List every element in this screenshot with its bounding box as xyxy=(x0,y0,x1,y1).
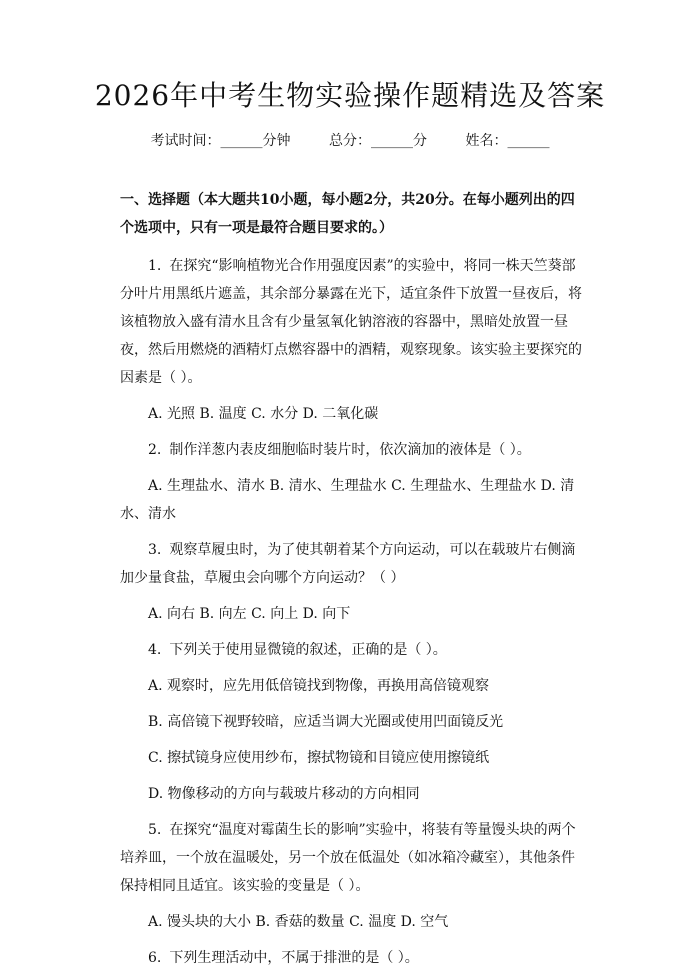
page-title: 2026年中考生物实验操作题精选及答案 xyxy=(94,79,606,112)
time-field: 考试时间：______分钟 xyxy=(150,133,291,149)
section-heading: 一、选择题（本大题共10小题，每小题2分，共20分。在每小题列出的四个选项中，只有一项是最符合题目要求的。） xyxy=(120,192,575,236)
question-4-option-b: B. 高倍镜下视野较暗，应适当调大光圈或使用凹面镜反光 xyxy=(148,714,504,730)
question-4-option-d: D. 物像移动的方向与载玻片移动的方向相同 xyxy=(148,786,420,802)
question-4 xyxy=(120,636,586,664)
score-field: 总分：______分 xyxy=(329,133,427,149)
question-number: 3. xyxy=(148,542,162,558)
question-number: 6. xyxy=(148,950,162,966)
question-5 xyxy=(120,816,586,900)
question-4-option-a: A. 观察时，应先用低倍镜找到物像，再换用高倍镜观察 xyxy=(148,678,490,694)
name-field: 姓名：______ xyxy=(465,133,550,149)
question-3 xyxy=(120,536,586,592)
question-stem: 在探究“温度对霉菌生长的影响”实验中，将装有等量馒头块的两个培养皿，一个放在温暖处，另一个放在低温处（如冰箱冷藏室），其他条件保持相同且适宜。该实验的变量是（ ）。 xyxy=(120,822,576,894)
question-number: 4. xyxy=(148,642,162,658)
exam-meta xyxy=(0,130,700,152)
question-3-options: A. 向右 B. 向左 C. 向上 D. 向下 xyxy=(148,606,351,622)
question-stem: 下列关于使用显微镜的叙述，正确的是（ ）。 xyxy=(169,642,447,658)
question-5-options: A. 馒头块的大小 B. 香菇的数量 C. 温度 D. 空气 xyxy=(148,914,449,930)
question-number: 1. xyxy=(148,258,162,274)
question-6 xyxy=(120,944,586,972)
question-4-option-c: C. 擦拭镜身应使用纱布，擦拭物镜和目镜应使用擦镜纸 xyxy=(148,750,490,766)
question-number: 5. xyxy=(148,822,162,838)
question-1 xyxy=(120,252,586,392)
question-stem: 下列生理活动中，不属于排泄的是（ ）。 xyxy=(169,950,419,966)
question-2 xyxy=(120,436,586,464)
question-stem: 制作洋葱内表皮细胞临时装片时，依次滴加的液体是（ ）。 xyxy=(169,442,531,458)
question-stem: 观察草履虫时，为了使其朝着某个方向运动，可以在载玻片右侧滴加少量食盐，草履虫会向哪个方向运动？（ ） xyxy=(120,542,576,586)
question-1-options: A. 光照 B. 温度 C. 水分 D. 二氧化碳 xyxy=(148,406,379,422)
question-2-options: A. 生理盐水、清水 B. 清水、生理盐水 C. 生理盐水、生理盐水 D. 清水、清水 xyxy=(120,478,575,522)
question-number: 2. xyxy=(148,442,162,458)
question-section xyxy=(120,186,586,980)
question-stem: 在探究“影响植物光合作用强度因素”的实验中，将同一株天竺葵部分叶片用黑纸片遮盖，其余部分暴露在光下，适宜条件下放置一昼夜后，将该植物放入盛有清水且含有少量氢氧化钠溶液的容器中，黑暗处放置一昼夜，然后用燃烧的酒精灯点燃容器中的酒精，观察现象。该实验主要探究的因素是（ ）。 xyxy=(120,258,582,386)
